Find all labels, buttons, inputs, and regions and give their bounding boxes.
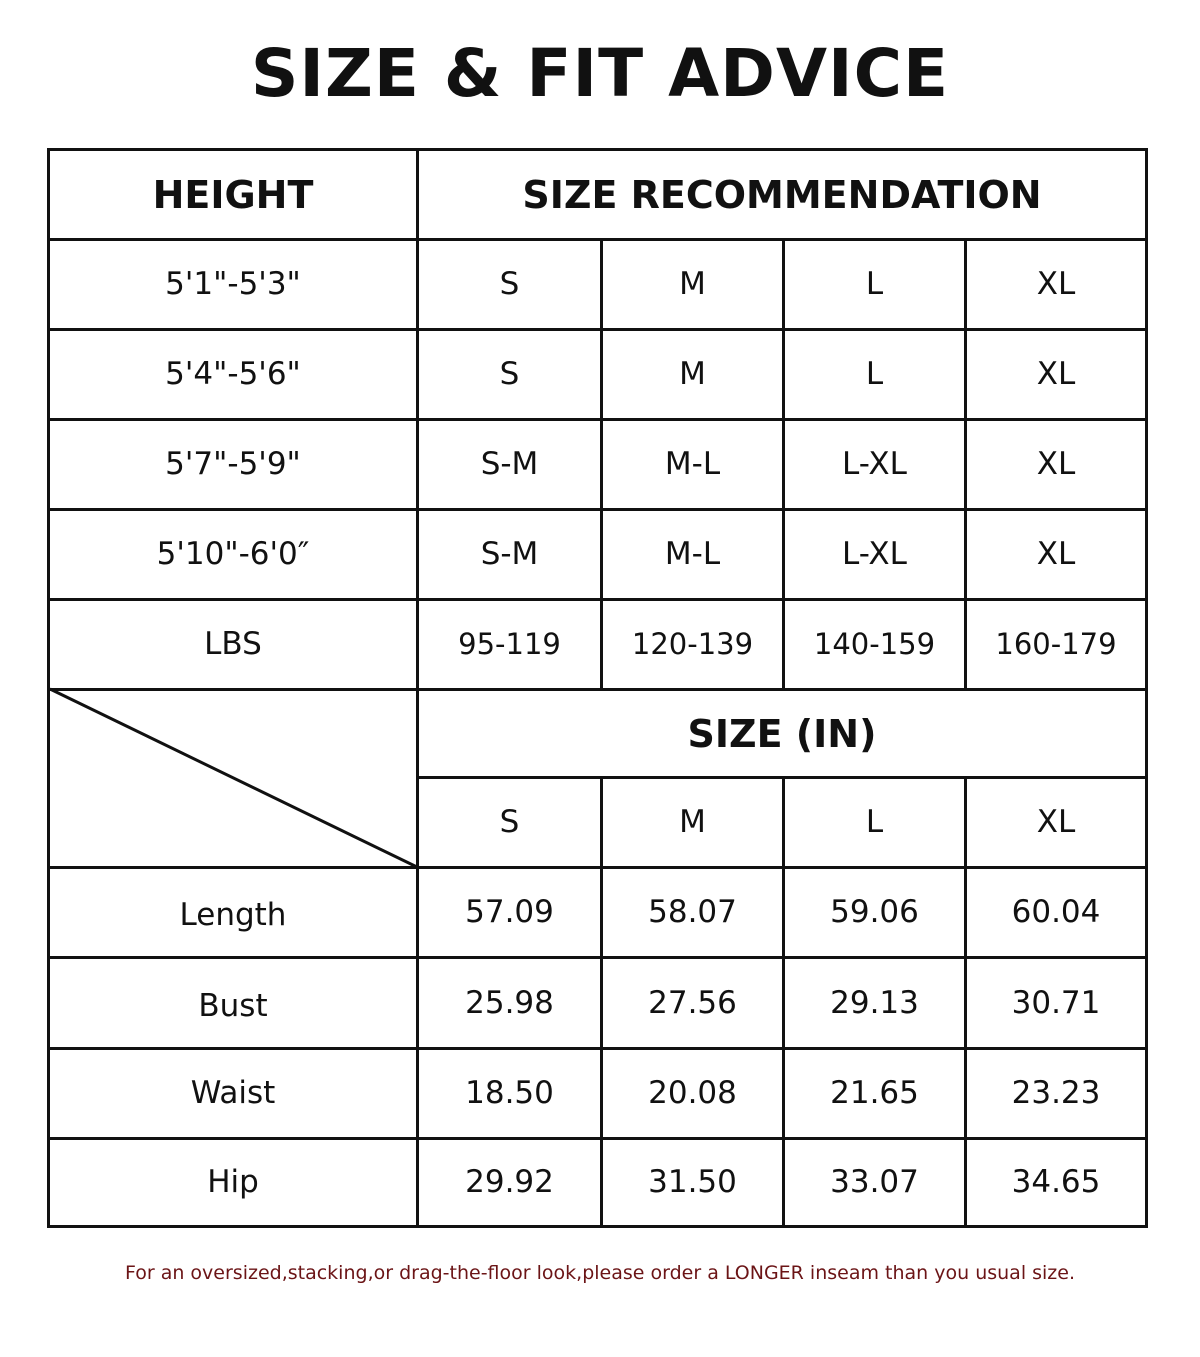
size-recommendation-header: SIZE RECOMMENDATION [522,172,1042,217]
recommended-size: XL [1036,446,1076,482]
recommended-size: M [679,266,706,302]
measurement-value: 60.04 [1011,894,1101,930]
measurement-value: 59.06 [830,894,919,930]
size-column-header: XL [1036,804,1076,840]
measurement-value: 30.71 [1011,984,1101,1021]
size-chart-table [47,148,1148,1228]
recommended-size: S-M [480,536,539,572]
measurement-label: Hip [207,1164,259,1200]
recommended-size: L [865,266,884,302]
measurement-value: 29.13 [830,984,919,1021]
measurement-value: 25.98 [465,984,554,1021]
recommended-size: L-XL [842,446,907,482]
measurement-value: 57.09 [465,894,554,930]
weight-range: 140-159 [813,627,936,661]
height-range-label: 5'4"-5'6" [165,356,301,392]
measurement-label: Length [179,897,287,933]
weight-range: 95-119 [458,627,561,661]
height-header: HEIGHT [152,172,314,217]
recommended-size: S [499,266,520,302]
recommended-size: M [679,356,706,392]
measurement-value: 34.65 [1011,1164,1101,1200]
inseam-note: For an oversized,stacking,or drag-the-floor look,please order a LONGER inseam than you usual size. [124,1262,1076,1284]
measurement-value: 31.50 [648,1164,737,1200]
recommended-size: L [865,356,884,392]
recommended-size: L-XL [842,536,907,572]
measurement-value: 18.50 [465,1075,554,1111]
size-column-header: S [499,804,520,840]
recommended-size: M-L [664,536,721,572]
weight-range: 120-139 [631,627,754,661]
recommended-size: XL [1036,356,1076,392]
size-column-header: L [865,804,884,840]
weight-range: 160-179 [995,627,1117,661]
measurement-value: 23.23 [1011,1075,1101,1111]
page-title: SIZE & FIT ADVICE [250,35,950,112]
measurement-value: 29.92 [465,1164,554,1200]
recommended-size: S-M [480,446,539,482]
measurement-label: Bust [198,987,268,1024]
height-range-label: 5'1"-5'3" [165,266,301,302]
measurement-value: 20.08 [648,1075,737,1111]
size-in-header: SIZE (IN) [687,711,877,756]
height-range-label: 5'7"-5'9" [165,446,301,482]
measurement-value: 33.07 [830,1164,919,1200]
size-column-header: M [679,804,706,840]
height-range-label: 5'10"-6'0″ [156,536,310,572]
recommended-size: XL [1036,266,1076,302]
measurement-value: 21.65 [830,1075,919,1111]
recommended-size: M-L [664,446,721,482]
measurement-label: Waist [190,1075,276,1111]
recommended-size: S [499,356,520,392]
measurement-value: 27.56 [648,984,737,1021]
recommended-size: XL [1036,536,1076,572]
measurement-value: 58.07 [648,894,737,930]
lbs-label: LBS [204,626,262,662]
